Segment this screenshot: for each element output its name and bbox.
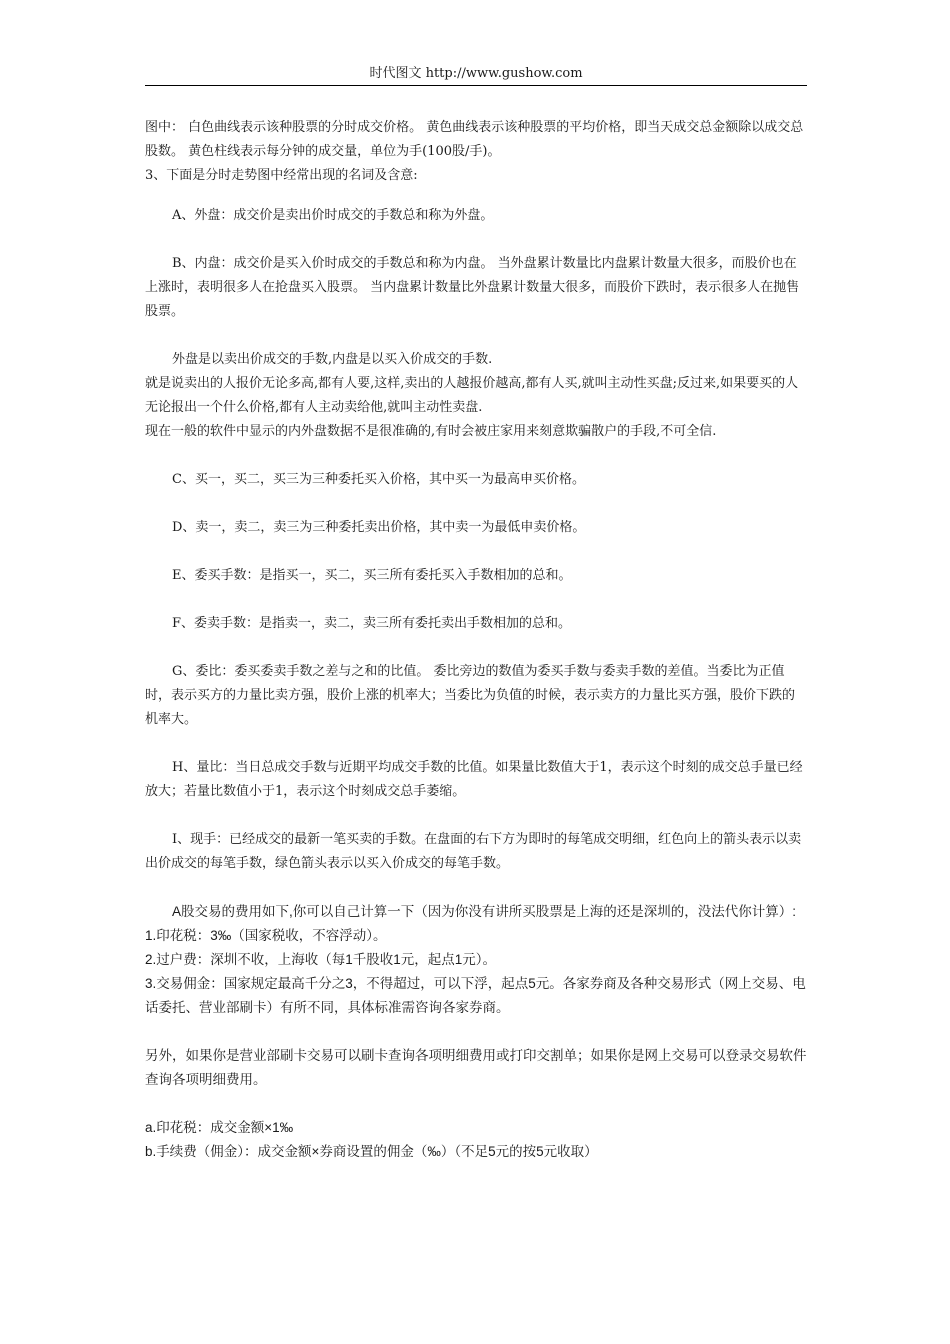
term-ask-prices: D、卖一，卖二，卖三为三种委托卖出价格，其中卖一为最低申卖价格。 [172,520,586,535]
disk-explanation-line-2: 就是说卖出的人报价无论多高,都有人要,这样,卖出的人越报价越高,都有人买,就叫主动性买盘;反过来,如果要买的人无论报出一个什么价格,都有人主动卖给他,就叫主动性卖盘. [145,376,799,415]
formula-commission: b.手续费（佣金）：成交金额×券商设置的佣金（‰）（不足5元的按5元收取） [145,1144,598,1159]
formula-stamp-duty: a.印花税：成交金额×1‰ [145,1120,294,1135]
fee-item-transfer-fee: 2.过户费：深圳不收，上海收（每1千股收1元，起点1元）。 [145,952,497,967]
term-bid-volume: E、委买手数：是指买一，买二，买三所有委托买入手数相加的总和。 [172,568,572,583]
disk-explanation-line-1: 外盘是以卖出价成交的手数,内盘是以买入价成交的手数. [172,352,493,367]
disk-explanation-line-3: 现在一般的软件中显示的内外盘数据不是很准确的,有时会被庄家用来刻意欺骗散户的手段,不可全信. [145,424,717,439]
fees-intro-paragraph: A股交易的费用如下,你可以自己计算一下（因为你没有讲所买股票是上海的还是深圳的，没法代你计算）: [172,904,797,919]
fees-query-paragraph: 另外，如果你是营业部刷卡交易可以刷卡查询各项明细费用或打印交割单；如果你是网上交易可以登录交易软件查询各项明细费用。 [145,1048,807,1087]
page-header: 时代图文 http://www.gushow.com [369,66,583,81]
document-body [145,116,807,1164]
section-heading-terms: 3、下面是分时走势图中经常出现的名词及含意: [145,168,418,183]
term-bid-prices: C、买一，买二，买三为三种委托买入价格，其中买一为最高申买价格。 [172,472,585,487]
term-ask-volume: F、委卖手数：是指卖一，卖二，卖三所有委托卖出手数相加的总和。 [172,616,572,631]
chart-description-paragraph: 图中： 白色曲线表示该种股票的分时成交价格。 黄色曲线表示该种股票的平均价格，即当天成交总金额除以成交总股数。 黄色柱线表示每分钟的成交量，单位为手(100股/手)。 [145,120,804,159]
fee-item-commission: 3.交易佣金：国家规定最高千分之3，不得超过，可以下浮，起点5元。各家券商及各种交易形式（网上交易、电话委托、营业部刷卡）有所不同，具体标准需咨询各家券商。 [145,976,806,1015]
fee-item-stamp-duty: 1.印花税：3‰（国家税收，不容浮动）。 [145,928,387,943]
term-current-volume: I、现手：已经成交的最新一笔买卖的手数。在盘面的右下方为即时的每笔成交明细，红色向上的箭头表示以卖出价成交的每笔手数，绿色箭头表示以买入价成交的每笔手数。 [145,832,802,871]
term-commission-ratio: G、委比：委买委卖手数之差与之和的比值。 委比旁边的数值为委买手数与委卖手数的差值。当委比为正值时，表示买方的力量比卖方强，股价上涨的机率大；当委比为负值的时候，表示卖方的力量比买方强，股价下跌的机率大。 [145,664,796,727]
term-outer-disk: A、外盘：成交价是卖出价时成交的手数总和称为外盘。 [172,208,494,223]
header-divider [145,85,807,86]
term-inner-disk: B、内盘：成交价是买入价时成交的手数总和称为内盘。 当外盘累计数量比内盘累计数量大很多，而股价也在上涨时，表明很多人在抢盘买入股票。 当内盘累计数量比外盘累计数量大很多，而股价下跌时，表示很多人在抛售股票。 [145,256,800,319]
term-volume-ratio: H、量比：当日总成交手数与近期平均成交手数的比值。如果量比数值大于1，表示这个时刻的成交总手量已经放大；若量比数值小于1，表示这个时刻成交总手萎缩。 [145,760,803,799]
